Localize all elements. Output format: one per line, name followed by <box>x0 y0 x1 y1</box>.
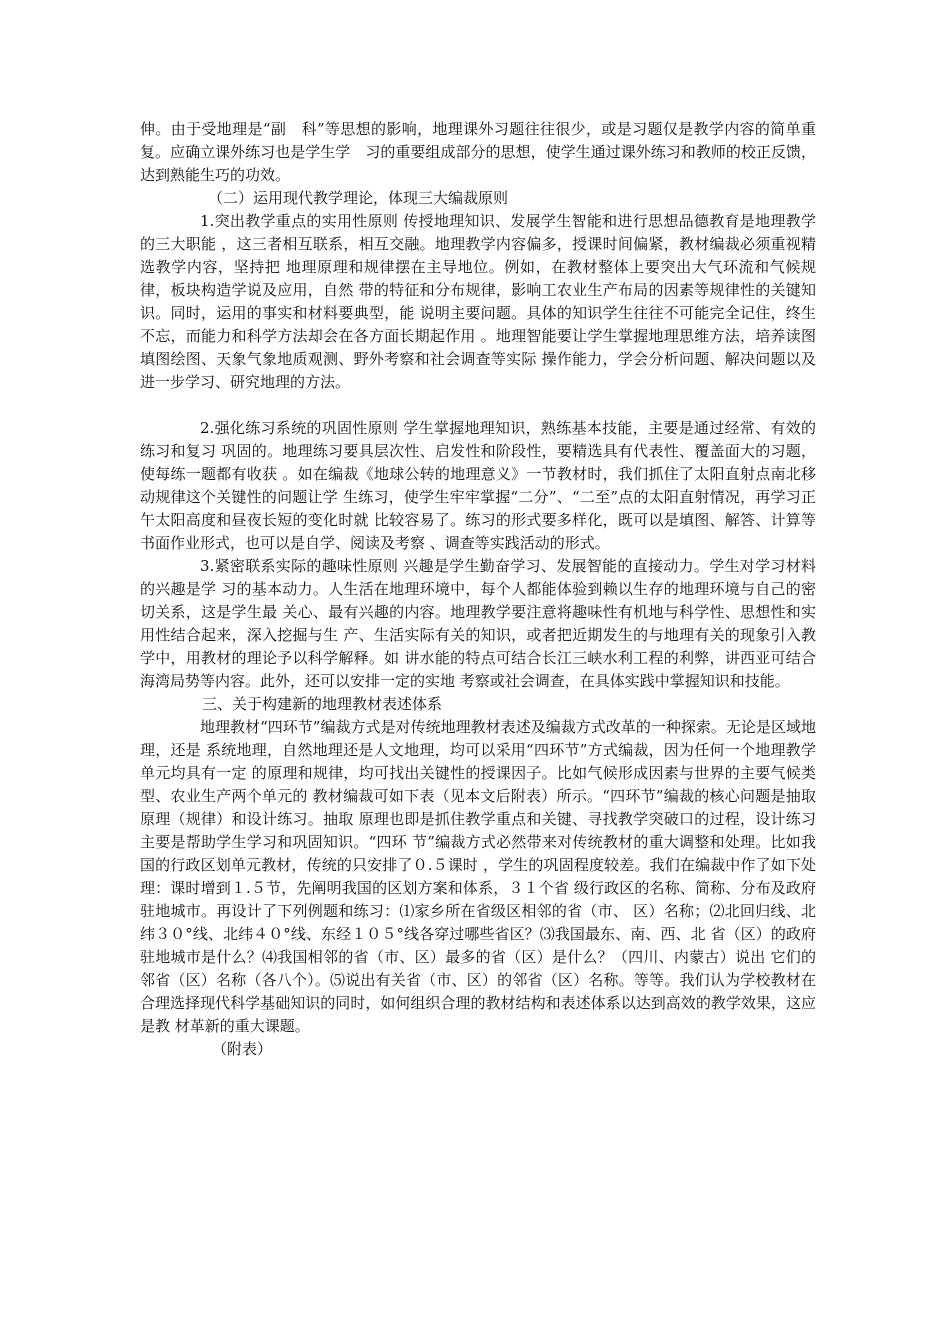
section-heading-2: （二）运用现代教学理论，体现三大编裁原则 <box>208 189 509 207</box>
paragraph-gap <box>140 394 816 417</box>
document-body <box>140 118 816 1061</box>
paragraph-four-links: 地理教材“四环节”编裁方式是对传统地理教材表述及编裁方式改革的一种探索。无论是区域地理，还是 系统地理，自然地理还是人文地理，均可以采用“四环节”方式编裁，因为任何一个地理教学单元均具有一定 的原理和规律，均可找出关键性的授课因子。比如气候形成因素与世界的主要气候类型、农业生产两个单元的 教材编裁可如下表（见本文后附表）所示。“四环节”编裁的核心问题是抽取原理（规律）和设计练习。抽取 原理也即是抓住教学重点和关键、寻找教学突破口的过程，设计练习主要是帮助学生学习和巩固知识。“四环 节”编裁方式必然带来对传统教材的重大调整和处理。比如我国的行政区划单元教材，传统的只安排了０.５课时 ，学生的巩固程度较差。我们在编裁中作了如下处理：课时增到１.５节，先阐明我国的区划方案和体系，３１个省 级行政区的名称、简称、分布及政府驻地城市。再设计了下列例题和练习：⑴家乡所在省级区相邻的省（市、 区）名称；⑵北回归线、北纬３０°线、北纬４０°线、东经１０５°线各穿过哪些省区？⑶我国最东、南、西、北 省（区）的政府驻地城市是什么？⑷我国相邻的省（市、区）最多的省（区）是什么？（四川、内蒙古）说出 它们的邻省（区）名称（各八个）。⑸说出有关省（市、区）的邻省（区）名称。等等。我们认为学校教材在 合理选择现代科学基础知识的同时，如何组织合理的教材结构和表述体系以达到高效的教学效果，这应是教 材革新的重大课题。 <box>140 718 816 1035</box>
paragraph-principle-3: 3.紧密联系实际的趣味性原则 兴趣是学生勤奋学习、发展智能的直接动力。学生对学习材料的兴趣是学 习的基本动力。人生活在地理环境中，每个人都能体验到赖以生存的地理环境与自己的密切关系，这是学生最 关心、最有兴趣的内容。地理教学要注意将趣味性有机地与科学性、思想性和实用性结合起来，深入挖掘与生 产、生活实际有关的知识，或者把近期发生的与地理有关的现象引入教学中，用教材的理论予以科学解释。如 讲水能的特点可结合长江三峡水利工程的利弊，讲西亚可结合海湾局势等内容。此外，还可以安排一定的实地 考察或社会调查，在具体实践中掌握知识和技能。 <box>140 557 816 690</box>
appendix-label: （附表） <box>212 1040 273 1058</box>
paragraph-principle-1: 1.突出教学重点的实用性原则 传授地理知识、发展学生智能和进行思想品德教育是地理教学的三大职能 ，这三者相互联系，相互交融。地理教学内容偏多，授课时间偏紧，教材编裁必须重视精选教学内容，坚持把 地理原理和规律摆在主导地位。例如，在教材整体上要突出大气环流和气候规律，板块构造学说及应用，自然 带的特征和分布规律，影响工农业生产布局的因素等规律性的关键知识。同时，运用的事实和材料要典型，能 说明主要问题。具体的知识学生往往不可能完全记住，终生不忘，而能力和科学方法却会在各方面长期起作用 。地理智能要让学生掌握地理思维方法，培养读图填图绘图、天象气象地质观测、野外考察和社会调查等实际 操作能力，学会分析问题、解决问题以及进一步学习、研究地理的方法。 <box>140 212 816 391</box>
paragraph-principle-2: 2.强化练习系统的巩固性原则 学生掌握地理知识，熟练基本技能，主要是通过经常、有效的练习和复习 巩固的。地理练习要具层次性、启发性和阶段性，要精选具有代表性、覆盖面大的习题，使每练一题都有收获 。如在编裁《地球公转的地理意义》一节教材时，我们抓住了太阳直射点南北移动规律这个关键性的问题让学 生练习，使学生牢牢掌握“二分”、“二至”点的太阳直射情况，再学习正午太阳高度和昼夜长短的变化时就 比较容易了。练习的形式要多样化，既可以是填图、解答、计算等书面作业形式，也可以是自学、阅读及考察 、调查等实践活动的形式。 <box>140 419 816 552</box>
paragraph-continuation: 伸。由于受地理是“副 科”等思想的影响，地理课外习题往往很少，或是习题仅是教学内容的简单重复。应确立课外练习也是学生学 习的重要组成部分的思想，使学生通过课外练习和教师的校正反馈，达到熟能生巧的功效。 <box>140 120 816 184</box>
section-heading-3: 三、关于构建新的地理教材表述体系 <box>202 695 443 713</box>
